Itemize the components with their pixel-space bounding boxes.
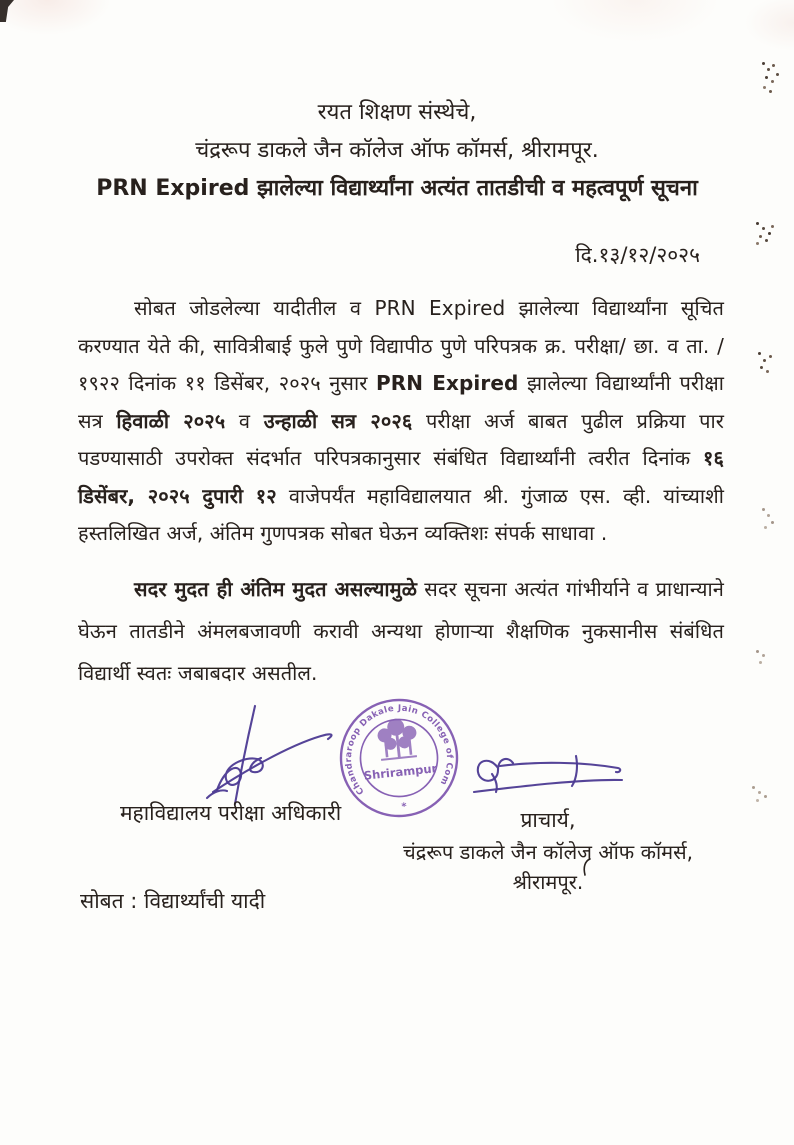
exam-officer-signature <box>195 700 345 815</box>
exam-officer-caption: महाविद्यालय परीक्षा अधिकारी <box>120 801 342 825</box>
body-paragraph-2: सदर मुदत ही अंतिम मुदत असल्यामुळे सदर सूचना अत्यंत गांभीर्याने व प्राधान्याने घेऊन तातडीने अंमलबजावणी करावी अन्यथा होणाऱ्या शैक्षणिक नुकसानीस संबंधित विद्यार्थी स्वतः जबाबदार असतील. <box>78 577 724 685</box>
scan-corner-artifact <box>0 0 14 22</box>
scan-speckle <box>762 508 765 511</box>
stamp-center-text: Shrirampur <box>363 761 438 783</box>
scan-speckle <box>758 352 761 355</box>
college-name: चंद्ररूप डाकले जैन कॉलेज ऑफ कॉमर्स, श्रीरामपूर. <box>195 138 599 163</box>
scan-speckle <box>756 650 759 653</box>
principal-college-line: चंद्ररूप डाकले जैन कॉलेज ऑफ कॉमर्स, <box>403 840 693 864</box>
scan-speckle <box>752 786 755 789</box>
principal-city-line: श्रीरामपूर. <box>512 870 584 894</box>
notice-date: दि.१३/१२/२०२५ <box>575 243 700 267</box>
stamp-star: * <box>400 801 408 813</box>
principal-signature <box>468 748 628 803</box>
stamp-ring-text: Chandraroop Dakale Jain College of Commerce <box>325 695 455 797</box>
body-paragraph-1: सोबत जोडलेल्या यादीतील व PRN Expired झालेल्या विद्यार्थ्यांना सूचित करण्यात येते की, सावित्रीबाई फुले पुणे विद्यापीठ पुणे परिपत्रक क्र. परीक्षा/ छा. व ता. /१९२२ दिनांक ११ डिसेंबर, २०२५ नुसार PRN Expired झालेल्या विद्यार्थ्यांनी परीक्षा सत्र हिवाळी २०२५ व उन्हाळी सत्र २०२६ परीक्षा अर्ज बाबत पुढील प्रक्रिया पार पडण्यासाठी उपरोक्त संदर्भात परिपत्रकानुसार संबंधित विद्यार्थ्यांनी त्वरीत दिनांक १६ डिसेंबर, २०२५ दुपारी १२ वाजेपर्यंत महाविद्यालयात श्री. गुंजाळ एस. व्ही. यांच्याशी हस्तलिखित अर्ज, अंतिम गुणपत्रक सोबत घेऊन व्यक्तिशः संपर्क साधावा . <box>78 296 725 545</box>
principal-caption: प्राचार्य, <box>520 808 576 832</box>
enclosure-note: सोबत : विद्यार्थ्यांची यादी <box>80 889 266 913</box>
ink-mark <box>578 857 594 877</box>
scan-speckle <box>762 62 765 65</box>
notice-title: PRN Expired झालेल्या विद्यार्थ्यांना अत्यंत तातडीची व महत्वपूर्ण सूचना <box>96 176 698 201</box>
org-name: रयत शिक्षण संस्थेचे, <box>317 100 477 125</box>
scan-speckle <box>756 222 759 225</box>
